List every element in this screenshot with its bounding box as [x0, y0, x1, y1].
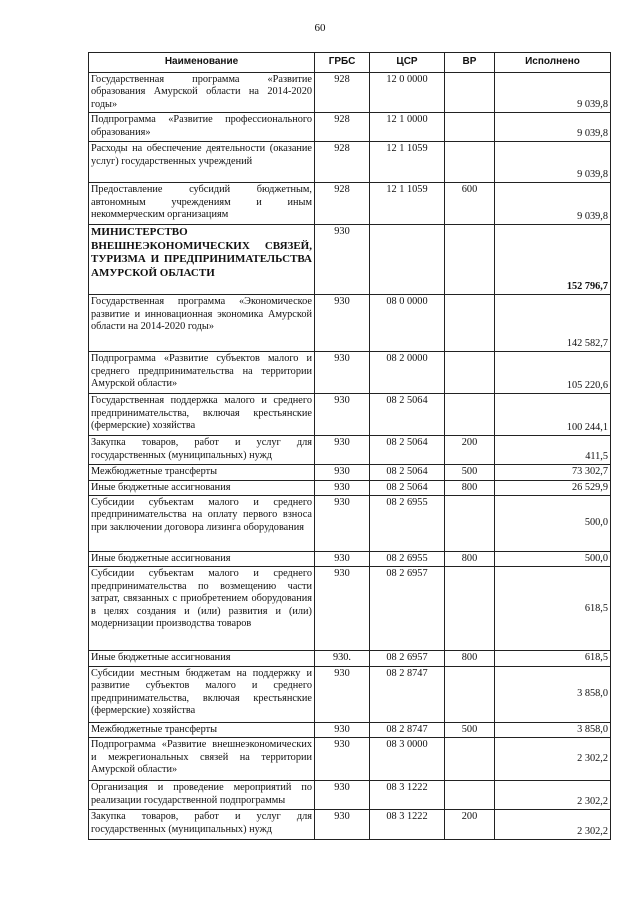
grbs-cell: 930: [315, 352, 370, 394]
name-cell: Подпрограмма «Развитие внешнеэкономических и межрегиональных связей на территории Амурской области»: [89, 738, 315, 781]
amount-cell: 500,0: [495, 552, 611, 567]
amount-cell: 9 039,8: [495, 183, 611, 225]
csr-cell: 08 3 0000: [370, 738, 445, 781]
amount-cell: 2 302,2: [495, 781, 611, 810]
table-row: [89, 666, 611, 722]
name-cell: Субсидии местным бюджетам на поддержку и развитие субъектов малого и среднего предпринимательства, включая крестьянские (фермерские) хозяйства: [89, 666, 315, 722]
name-cell: Государственная программа «Экономическое развитие и инновационная экономика Амурской области на 2014-2020 годы»: [89, 295, 315, 352]
vr-cell: [445, 352, 495, 394]
grbs-cell: 930: [315, 567, 370, 651]
name-cell: Межбюджетные трансферты: [89, 465, 315, 480]
name-cell: Иные бюджетные ассигнования: [89, 651, 315, 666]
csr-cell: 08 2 5064: [370, 436, 445, 465]
amount-cell: 105 220,6: [495, 352, 611, 394]
csr-cell: 08 2 5064: [370, 394, 445, 436]
name-cell: Организация и проведение мероприятий по реализации государственной подпрограммы: [89, 781, 315, 810]
amount-cell: 411,5: [495, 436, 611, 465]
grbs-cell: 930: [315, 722, 370, 737]
name-cell: Подпрограмма «Развитие профессионального образования»: [89, 113, 315, 142]
vr-cell: [445, 295, 495, 352]
column-header-amount: Исполнено: [495, 53, 611, 73]
csr-cell: 08 3 1222: [370, 781, 445, 810]
amount-cell: 618,5: [495, 651, 611, 666]
amount-cell: 3 858,0: [495, 666, 611, 722]
vr-cell: [445, 142, 495, 183]
grbs-cell: 930: [315, 666, 370, 722]
csr-cell: 08 0 0000: [370, 295, 445, 352]
table-row: [89, 436, 611, 465]
vr-cell: [445, 496, 495, 552]
name-cell: Предоставление субсидий бюджетным, автономным учреждениям и иным некоммерческим организациям: [89, 183, 315, 225]
vr-cell: [445, 738, 495, 781]
csr-cell: 08 3 1222: [370, 810, 445, 840]
column-header-csr: ЦСР: [370, 53, 445, 73]
csr-cell: 08 2 0000: [370, 352, 445, 394]
vr-cell: 500: [445, 465, 495, 480]
grbs-cell: 930: [315, 738, 370, 781]
grbs-cell: 930: [315, 552, 370, 567]
vr-cell: [445, 113, 495, 142]
table-row: [89, 113, 611, 142]
vr-cell: [445, 394, 495, 436]
amount-cell: 2 302,2: [495, 810, 611, 840]
vr-cell: [445, 781, 495, 810]
name-cell: Иные бюджетные ассигнования: [89, 552, 315, 567]
amount-cell: 26 529,9: [495, 480, 611, 495]
amount-cell: 142 582,7: [495, 295, 611, 352]
table-header-row: [89, 53, 611, 73]
table-row: [89, 781, 611, 810]
csr-cell: 08 2 6957: [370, 567, 445, 651]
table-row: [89, 552, 611, 567]
amount-cell: 152 796,7: [495, 225, 611, 295]
grbs-cell: 928: [315, 142, 370, 183]
name-cell: Иные бюджетные ассигнования: [89, 480, 315, 495]
grbs-cell: 930: [315, 436, 370, 465]
grbs-cell: 930: [315, 225, 370, 295]
table-row: [89, 480, 611, 495]
column-header-vr: ВР: [445, 53, 495, 73]
vr-cell: 200: [445, 810, 495, 840]
vr-cell: 800: [445, 480, 495, 495]
table-row: [89, 73, 611, 113]
name-cell: Закупка товаров, работ и услуг для государственных (муниципальных) нужд: [89, 436, 315, 465]
amount-cell: 73 302,7: [495, 465, 611, 480]
name-cell: МИНИСТЕРСТВО ВНЕШНЕЭКОНОМИЧЕСКИХ СВЯЗЕЙ, ТУРИЗМА И ПРЕДПРИНИМАТЕЛЬСТВА АМУРСКОЙ ОБЛАСТИ: [89, 225, 315, 295]
amount-cell: 618,5: [495, 567, 611, 651]
column-header-grbs: ГРБС: [315, 53, 370, 73]
table-row: [89, 567, 611, 651]
vr-cell: 200: [445, 436, 495, 465]
grbs-cell: 928: [315, 73, 370, 113]
vr-cell: [445, 666, 495, 722]
name-cell: Межбюджетные трансферты: [89, 722, 315, 737]
table-row: [89, 651, 611, 666]
csr-cell: 08 2 5064: [370, 465, 445, 480]
grbs-cell: 930: [315, 465, 370, 480]
table-row: [89, 722, 611, 737]
csr-cell: 12 1 1059: [370, 183, 445, 225]
page-number: 60: [314, 22, 326, 34]
csr-cell: 08 2 6955: [370, 552, 445, 567]
grbs-cell: 930.: [315, 651, 370, 666]
table-row: [89, 738, 611, 781]
table-row: [89, 183, 611, 225]
amount-cell: 9 039,8: [495, 142, 611, 183]
csr-cell: 08 2 8747: [370, 666, 445, 722]
name-cell: Государственная поддержка малого и среднего предпринимательства, включая крестьянские (фермерские) хозяйства: [89, 394, 315, 436]
name-cell: Субсидии субъектам малого и среднего предпринимательства на оплату первого взноса при заключении договора лизинга оборудования: [89, 496, 315, 552]
vr-cell: 600: [445, 183, 495, 225]
vr-cell: [445, 73, 495, 113]
vr-cell: [445, 567, 495, 651]
table-row: [89, 295, 611, 352]
csr-cell: [370, 225, 445, 295]
amount-cell: 9 039,8: [495, 113, 611, 142]
table-row: [89, 496, 611, 552]
csr-cell: 12 1 1059: [370, 142, 445, 183]
csr-cell: 08 2 5064: [370, 480, 445, 495]
name-cell: Субсидии субъектам малого и среднего предпринимательства по возмещению части затрат, связанных с приобретением оборудования в целях создания и (или) развития и (или) модернизации производства товаров: [89, 567, 315, 651]
budget-table: [88, 52, 611, 840]
table-row: [89, 810, 611, 840]
vr-cell: 800: [445, 651, 495, 666]
csr-cell: 08 2 6955: [370, 496, 445, 552]
table-row: [89, 352, 611, 394]
vr-cell: 800: [445, 552, 495, 567]
grbs-cell: 930: [315, 295, 370, 352]
table-row: [89, 394, 611, 436]
amount-cell: 500,0: [495, 496, 611, 552]
amount-cell: 3 858,0: [495, 722, 611, 737]
amount-cell: 2 302,2: [495, 738, 611, 781]
csr-cell: 12 1 0000: [370, 113, 445, 142]
name-cell: Закупка товаров, работ и услуг для государственных (муниципальных) нужд: [89, 810, 315, 840]
table-row: [89, 142, 611, 183]
grbs-cell: 928: [315, 183, 370, 225]
amount-cell: 9 039,8: [495, 73, 611, 113]
vr-cell: [445, 225, 495, 295]
csr-cell: 08 2 6957: [370, 651, 445, 666]
csr-cell: 12 0 0000: [370, 73, 445, 113]
name-cell: Расходы на обеспечение деятельности (оказание услуг) государственных учреждений: [89, 142, 315, 183]
amount-cell: 100 244,1: [495, 394, 611, 436]
grbs-cell: 930: [315, 394, 370, 436]
column-header-name: Наименование: [89, 53, 315, 73]
grbs-cell: 930: [315, 480, 370, 495]
name-cell: Подпрограмма «Развитие субъектов малого и среднего предпринимательства на территории Амурской области»: [89, 352, 315, 394]
grbs-cell: 928: [315, 113, 370, 142]
table-row: [89, 225, 611, 295]
grbs-cell: 930: [315, 781, 370, 810]
grbs-cell: 930: [315, 810, 370, 840]
table-row: [89, 465, 611, 480]
grbs-cell: 930: [315, 496, 370, 552]
vr-cell: 500: [445, 722, 495, 737]
name-cell: Государственная программа «Развитие образования Амурской области на 2014-2020 годы»: [89, 73, 315, 113]
csr-cell: 08 2 8747: [370, 722, 445, 737]
